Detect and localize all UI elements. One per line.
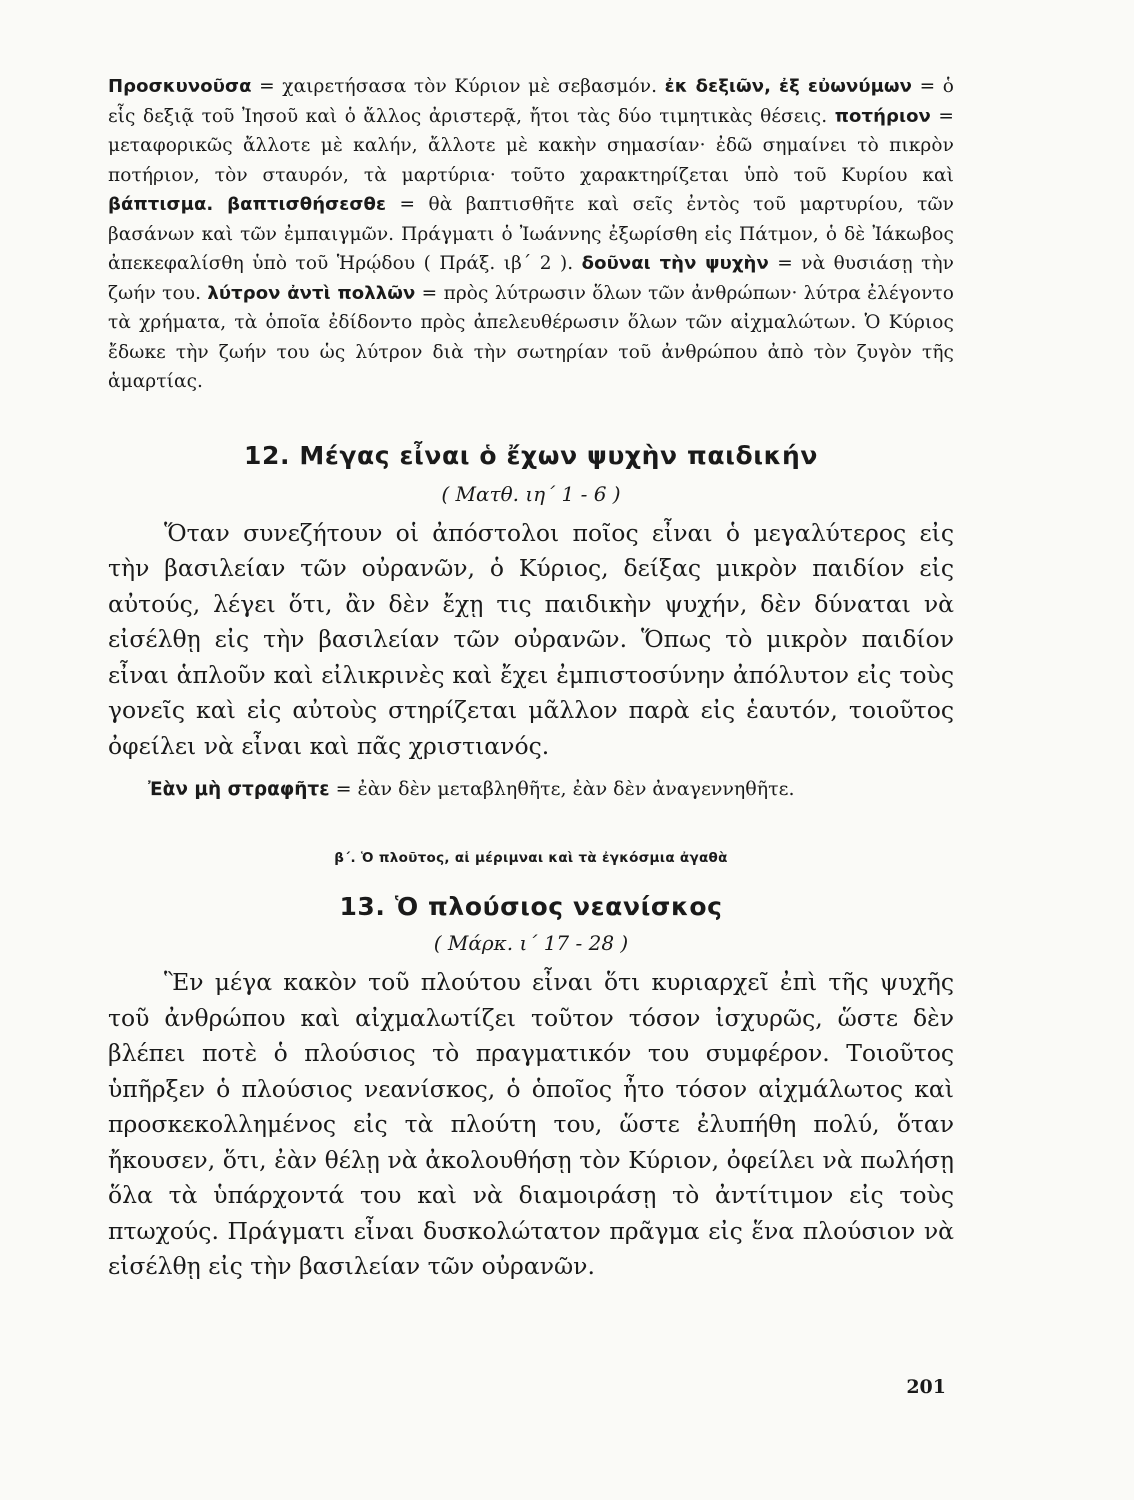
term: ποτήριον <box>834 105 931 127</box>
term: Προσκυνοῦσα <box>108 76 252 97</box>
definition: = πρὸς λύτρωσιν ὅλων τῶν ἀνθρώπων· λύτρα ἐλέγοντο τὰ χρήματα, τὰ ὁποῖα ἐδίδοντο πρὸς ἀπελευθέρωσιν ὅλων τῶν αἰχμαλώτων. Ὁ Κύριος ἔδωκε τὴν ζωήν του ὡς λύτρον διὰ τὴν σωτηρίαν τοῦ ἀνθρώπου ἀπὸ τὸν ζυγὸν τῆς ἁμαρτίας. <box>108 282 954 392</box>
section-12-heading: 12. Μέγας εἶναι ὁ ἔχων ψυχὴν παιδικήν <box>244 440 818 470</box>
definition: = νὰ θυσιάσῃ τὴν ζωήν του. <box>108 253 954 304</box>
definition: = μεταφορικῶς ἄλλοτε μὲ καλήν, ἄλλοτε μὲ κακὴν σημασίαν· ἐδῶ σημαίνει τὸ πικρὸν ποτήριον, τὸν σταυρόν, τὰ μαρτύρια· τοῦτο χαρακτηρίζεται ὑπὸ τοῦ Κυρίου καὶ <box>108 105 954 186</box>
term: βάπτισμα. βαπτισθήσεσθε <box>108 194 387 215</box>
subsection-title: β΄. Ὁ πλοῦτος, αἱ μέριμναι καὶ τὰ ἐγκόσμια ἀγαθὰ <box>334 850 728 866</box>
section-12-body: Ὅταν συνεζήτουν οἱ ἀπόστολοι ποῖος εἶναι ὁ μεγαλύτερος εἰς τὴν βασιλείαν τῶν οὐρανῶν, ὁ Κύριος, δείξας μικρὸν παιδίον εἰς αὐτούς, λέγει ὅτι, ἂν δὲν ἔχῃ τις παιδικὴν ψυχήν, δὲν δύναται νὰ εἰσέλθῃ εἰς τὴν βασιλείαν τῶν οὐρανῶν. Ὅπως τὸ μικρὸν παιδίον εἶναι ἁπλοῦν καὶ εἰλικρινὲς καὶ ἔχει ἐμπιστοσύνην ἀπόλυτον εἰς τοὺς γονεῖς καὶ εἰς αὐτοὺς στηρίζεται μᾶλλον παρὰ εἰς ἑαυτόν, τοιοῦτος ὀφείλει νὰ εἶναι καὶ πᾶς χριστιανός. <box>108 518 954 760</box>
definition: = χαιρετήσασα τὸν Κύριον μὲ σεβασμόν. <box>251 76 665 97</box>
term: δοῦναι τὴν ψυχὴν <box>581 253 769 274</box>
page-number: 201 <box>906 1376 946 1398</box>
section-13-body: Ἓν μέγα κακὸν τοῦ πλούτου εἶναι ὅτι κυριαρχεῖ ἐπὶ τῆς ψυχῆς τοῦ ἀνθρώπου καὶ αἰχμαλωτίζει τοῦτον τόσον ἰσχυρῶς, ὥστε δὲν βλέπει ποτὲ ὁ πλούσιος τὸ πραγματικόν του συμφέρον. Τοιοῦτος ὑπῆρξεν ὁ πλούσιος νεανίσκος, ὁ ὁποῖος ἦτο τόσον αἰχμάλωτος καὶ προσκεκολλημένος εἰς τὰ πλούτη του, ὥστε ἐλυπήθη πολύ, ὅταν ἤκουσεν, ὅτι, ἐὰν θέλῃ νὰ ἀκολουθήσῃ τὸν Κύριον, ὀφείλει νὰ πωλήσῃ ὅλα τὰ ὑπάρχοντά του καὶ νὰ διαμοιράσῃ τὸ ἀντίτιμον εἰς τοὺς πτωχούς. Πράγματι εἶναι δυσκολώτατον πρᾶγμα εἰς ἕνα πλούσιον νὰ εἰσέλθῃ εἰς τὴν βασιλείαν τῶν οὐρανῶν. <box>108 968 954 1280</box>
note-definition: = ἐὰν δὲν μεταβληθῆτε, ἐὰν δὲν ἀναγεννηθῆτε. <box>329 778 795 800</box>
term: λύτρον ἀντὶ πολλῶν <box>207 282 416 304</box>
section-13-reference: ( Μάρκ. ι΄ 17 - 28 ) <box>433 931 629 955</box>
section-13-heading: 13. Ὁ πλούσιος νεανίσκος <box>339 892 723 921</box>
definition: = θὰ βαπτισθῆτε καὶ σεῖς ἐντὸς τοῦ μαρτυρίου, τῶν βασάνων καὶ τῶν ἐμπαιγμῶν. Πράγματι ὁ Ἰωάννης ἐξωρίσθη εἰς Πάτμον, ὁ δὲ Ἰάκωβος ἀπεκεφαλίσθη ὑπὸ τοῦ Ἡρῴδου ( Πράξ. ιβ΄ 2 ). <box>108 194 955 274</box>
term: ἐκ δεξιῶν, ἐξ εὐωνύμων <box>664 76 913 97</box>
note-term: Ἐὰν μὴ στραφῆτε <box>148 779 330 800</box>
section-12-note <box>108 778 954 800</box>
notes-block <box>108 72 954 397</box>
page-content <box>108 72 954 1285</box>
definition: = ὁ εἷς δεξιᾷ τοῦ Ἰησοῦ καὶ ὁ ἄλλος ἀριστερᾷ, ἤτοι τὰς δύο τιμητικὰς θέσεις. <box>108 76 954 127</box>
section-12-reference: ( Ματθ. ιη΄ 1 - 6 ) <box>441 481 621 506</box>
